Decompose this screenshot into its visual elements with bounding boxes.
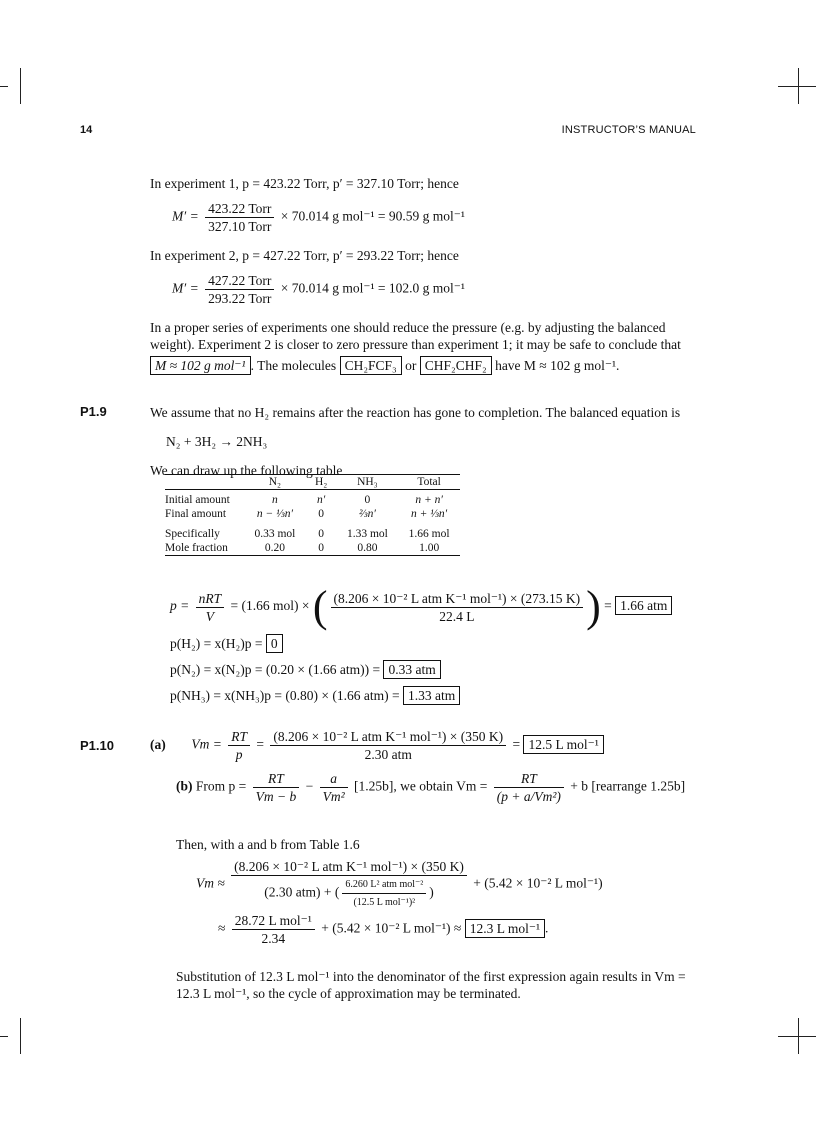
exp1-intro: In experiment 1, p = 423.22 Torr, p′ = 327.10 Torr; hence xyxy=(150,176,459,191)
b-f1-den: Vm − b xyxy=(255,789,297,804)
table-cell: 0 xyxy=(318,542,325,554)
approx-sign: ≈ xyxy=(218,920,226,936)
crop-mark xyxy=(0,1036,8,1037)
p19-intro: We assume that no H₂ remains after the reaction has gone to completion. The balanced equation is xyxy=(150,405,681,420)
v-den-a: (2.30 atm) + xyxy=(264,884,332,900)
p-inner-den: 22.4 L xyxy=(439,608,475,624)
pH2-line xyxy=(170,634,283,653)
b-from: From p = xyxy=(195,778,247,794)
p-mid: = (1.66 mol) × xyxy=(230,598,310,614)
exp1-rest: × 70.014 g mol⁻¹ = 90.59 g mol⁻¹ xyxy=(280,208,465,224)
p-inner-num: (8.206 × 10⁻² L atm K⁻¹ mol⁻¹) × (273.15 K) xyxy=(331,590,584,608)
a-frac2-den: 2.30 atm xyxy=(364,747,412,762)
table-cell: Initial amount xyxy=(165,494,230,506)
v-lhs: Vm ≈ xyxy=(196,875,225,891)
b-minus: − xyxy=(305,778,314,794)
exp2-rest: × 70.014 g mol⁻¹ = 102.0 g mol⁻¹ xyxy=(280,280,465,296)
exp1-num: 423.22 Torr xyxy=(205,200,274,218)
table-header-cell: H₂ xyxy=(314,476,328,488)
v2-num: 28.72 L mol⁻¹ xyxy=(232,912,315,930)
a-eq: = xyxy=(256,736,264,752)
pN2-line xyxy=(170,660,441,679)
problem-label-p1-9: P1.9 xyxy=(80,404,107,419)
p-lhs: p = xyxy=(170,598,190,614)
p-eq: = xyxy=(604,598,612,614)
b-ref2: + b [rearrange 1.25b] xyxy=(570,778,686,794)
table-header-cell: N₂ xyxy=(268,476,282,488)
page-number: 14 xyxy=(80,124,93,136)
b-f3-den: (p + a/Vm²) xyxy=(496,789,561,804)
table-cell: ⅔n′ xyxy=(358,508,376,520)
boxed-pNH3: 1.33 atm xyxy=(403,686,460,705)
paren-close: ) xyxy=(586,582,601,631)
a-eq2: = xyxy=(512,736,521,752)
closing-line2: 12.3 L mol⁻¹, so the cycle of approximation may be terminated. xyxy=(176,986,521,1001)
mole-table xyxy=(165,474,460,556)
table-cell: Mole fraction xyxy=(165,542,228,554)
a-frac1-num: RT xyxy=(228,728,250,746)
table-row xyxy=(165,493,460,507)
boxed-pH2: 0 xyxy=(266,634,283,653)
p-frac-den: V xyxy=(205,608,214,624)
b-f2-den: Vm² xyxy=(322,789,345,804)
crop-mark xyxy=(0,86,8,87)
p19-equation: N₂ + 3H₂ → 2NH₃ xyxy=(166,434,268,449)
paren-open: ( xyxy=(312,582,328,631)
table-cell: 0.20 xyxy=(264,542,285,554)
p110-b-line xyxy=(176,770,685,805)
table-cell: 0.33 mol xyxy=(254,528,296,540)
v-rest: + (5.42 × 10⁻² L mol⁻¹) xyxy=(473,875,603,891)
crop-mark xyxy=(20,1018,21,1054)
table-cell: 0 xyxy=(318,508,325,520)
boxed-molecule-2: CHF₂CHF₂ xyxy=(420,356,492,375)
boxed-molecule-1: CH₂FCF₃ xyxy=(340,356,402,375)
pH2-text: p(H₂) = x(H₂)p = xyxy=(170,636,263,651)
table-cell: 1.33 mol xyxy=(346,528,388,540)
table-cell: n + n′ xyxy=(415,494,443,506)
table-header-row xyxy=(165,475,460,490)
v-inner-den: (12.5 L mol⁻¹)² xyxy=(353,897,416,908)
b-f1-num: RT xyxy=(253,770,300,788)
table-row xyxy=(165,541,460,555)
boxed-total-pressure: 1.66 atm xyxy=(615,596,672,615)
table-cell: n − ⅓n′ xyxy=(256,508,293,520)
exp1-den: 327.10 Torr xyxy=(208,219,272,234)
crop-mark xyxy=(778,86,816,87)
boxed-pN2: 0.33 atm xyxy=(383,660,440,679)
running-head: INSTRUCTOR’S MANUAL xyxy=(561,124,696,136)
a-frac2-num: (8.206 × 10⁻² L atm K⁻¹ mol⁻¹) × (350 K) xyxy=(270,728,506,746)
table-cell: n xyxy=(272,494,278,506)
conclusion-line2: weight). Experiment 2 is closer to zero pressure than experiment 1; it may be safe to conclude that xyxy=(150,337,681,352)
boxed-molar-volume-a: 12.5 L mol⁻¹ xyxy=(523,735,603,754)
table-cell: 1.00 xyxy=(419,542,440,554)
exp2-intro: In experiment 2, p = 427.22 Torr, p′ = 293.22 Torr; hence xyxy=(150,248,459,263)
conclusion-mid: . The molecules xyxy=(250,358,337,373)
table-cell: n′ xyxy=(317,494,326,506)
table-header-cell: NH₃ xyxy=(357,476,378,488)
boxed-molar-mass: M ≈ 102 g mol⁻¹ xyxy=(150,356,251,375)
exp1-lhs: M′ = xyxy=(172,208,199,224)
exp2-equation xyxy=(172,272,465,307)
part-a-label: (a) xyxy=(150,736,166,752)
p110-then: Then, with a and b from Table 1.6 xyxy=(176,837,360,852)
p-frac-num: nRT xyxy=(196,590,225,608)
exp2-den: 293.22 Torr xyxy=(208,291,272,306)
table-row xyxy=(165,507,460,521)
p19-table-intro: We can draw up the following table xyxy=(150,463,343,478)
v2-den: 2.34 xyxy=(261,931,286,946)
table-row xyxy=(165,527,460,541)
table-cell: 0 xyxy=(364,494,371,506)
table-cell: 0.80 xyxy=(357,542,378,554)
part-b-label: (b) xyxy=(176,778,193,794)
b-f3-num: RT xyxy=(494,770,564,788)
table-header-cell xyxy=(165,475,244,490)
table-header-cell: Total xyxy=(417,476,441,488)
b-ref1: [1.25b], we obtain Vm = xyxy=(354,778,488,794)
exp2-num: 427.22 Torr xyxy=(205,272,274,290)
table-cell: Final amount xyxy=(165,508,227,520)
exp2-lhs: M′ = xyxy=(172,280,199,296)
table-cell: n + ⅓n′ xyxy=(411,508,448,520)
vm-approx-equation: Vm ≈ (8.206 × 10⁻² L atm K⁻¹ mol⁻¹) × (350 K) (2.30 atm) + ( $\frac{\text{6.260 L² atm mol⁻²}}{\text{(12.5 L mol⁻¹)²}}$ ) + (5.42 × 10⁻² L mol⁻¹) xyxy=(196,858,603,911)
v-inner-num: 6.260 L² atm mol⁻² xyxy=(342,876,426,894)
boxed-molar-volume-b: 12.3 L mol⁻¹ xyxy=(465,919,545,938)
closing-line1: Substitution of 12.3 L mol⁻¹ into the denominator of the first expression again results in Vm = xyxy=(176,969,686,984)
pressure-equation xyxy=(170,582,672,631)
conclusion-line3 xyxy=(150,356,695,375)
v-num: (8.206 × 10⁻² L atm K⁻¹ mol⁻¹) × (350 K) xyxy=(231,858,467,876)
pNH3-text: p(NH₃) = x(NH₃)p = (0.80) × (1.66 atm) = xyxy=(170,688,400,703)
crop-mark xyxy=(778,1036,816,1037)
a-frac1-den: p xyxy=(235,747,243,762)
pN2-text: p(N₂) = x(N₂)p = (0.20 × (1.66 atm)) = xyxy=(170,662,381,677)
crop-mark xyxy=(20,68,21,104)
p110-a-line xyxy=(150,728,604,763)
exp1-equation xyxy=(172,200,465,235)
table-cell: Specifically xyxy=(165,528,220,540)
b-f2-num: a xyxy=(320,770,348,788)
closing-paragraph xyxy=(176,968,696,1002)
problem-label-p1-10: P1.10 xyxy=(80,738,114,753)
table-cell: 1.66 mol xyxy=(408,528,450,540)
a-lhs: Vm = xyxy=(191,736,222,752)
vm-approx-equation-2: ≈ $\frac{\text{28.72 L mol⁻¹}}{2.34}$ + (5.42 × 10⁻² L mol⁻¹) ≈ 12.3 L mol⁻¹ . xyxy=(218,913,549,946)
v2-rest: + (5.42 × 10⁻² L mol⁻¹) ≈ xyxy=(321,920,462,936)
conclusion-tail: have M ≈ 102 g mol⁻¹. xyxy=(495,358,620,373)
conclusion-or: or xyxy=(405,358,417,373)
mole-table-grid xyxy=(165,475,460,555)
pNH3-line xyxy=(170,686,460,705)
conclusion-line1: In a proper series of experiments one should reduce the pressure (e.g. by adjusting the balanced xyxy=(150,320,666,335)
table-cell: 0 xyxy=(318,528,325,540)
conclusion-paragraph xyxy=(150,319,695,375)
